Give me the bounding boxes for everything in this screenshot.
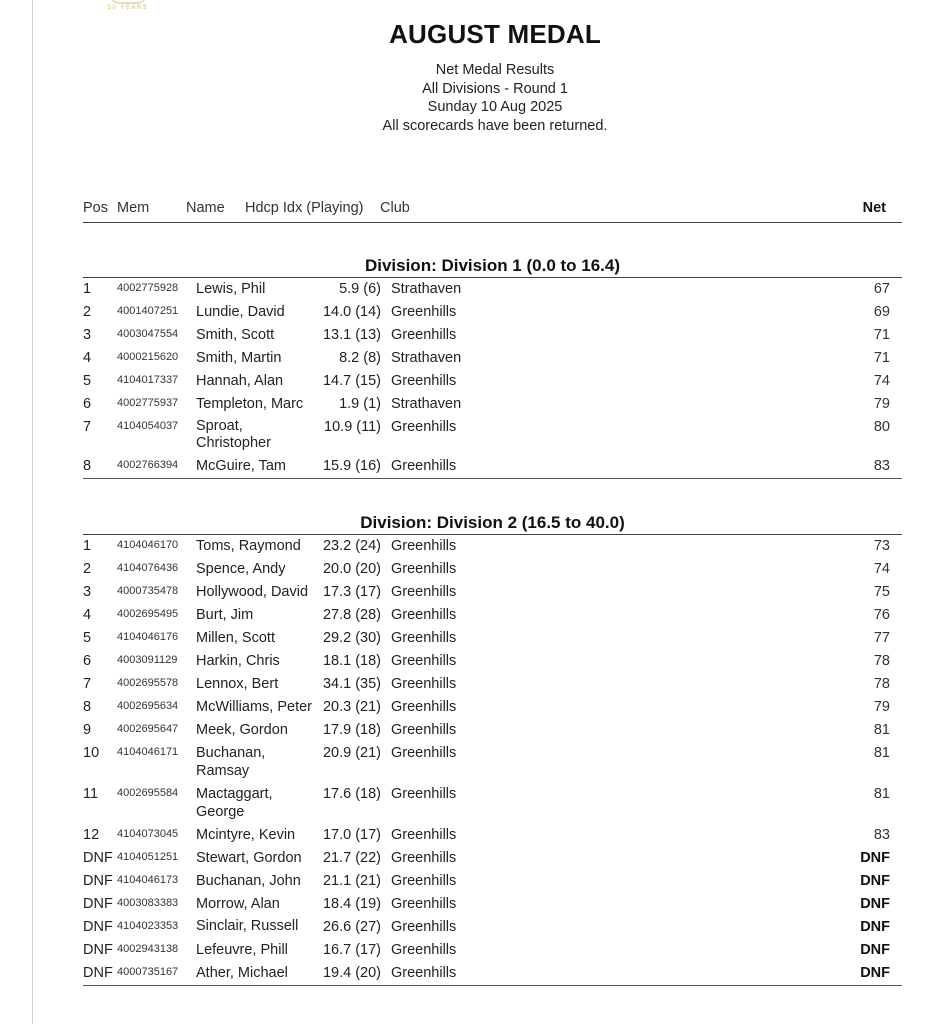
player-name-cell: Lewis, Phil xyxy=(196,281,266,297)
player-name-cell: Meek, Gordon xyxy=(196,722,288,738)
position-cell: 9 xyxy=(83,722,92,738)
net-score-cell: 77 xyxy=(873,630,890,646)
handicap-cell: 10.9 (11) xyxy=(324,419,381,435)
net-score-cell: 81 xyxy=(873,722,890,738)
net-score-cell: 78 xyxy=(873,653,890,669)
player-name-cell: Harkin, Chris xyxy=(196,653,280,669)
result-row xyxy=(83,324,902,347)
net-score-cell: DNF xyxy=(860,942,890,958)
net-score-cell: 75 xyxy=(873,584,890,600)
handicap-cell: 27.8 (28) xyxy=(322,607,381,623)
net-score-cell: DNF xyxy=(860,873,890,889)
player-name-cell: Smith, Martin xyxy=(196,350,282,366)
net-score-cell: 74 xyxy=(873,561,890,577)
member-number-cell: 4002695647 xyxy=(117,723,179,735)
net-score-cell: 81 xyxy=(873,745,890,761)
division-title: Division: Division 2 (16.5 to 40.0) xyxy=(83,512,902,535)
net-score-cell: 81 xyxy=(873,786,890,802)
position-cell: 12 xyxy=(83,827,100,843)
member-number-cell: 4104023353 xyxy=(117,920,179,932)
player-name-cell: Lundie, David xyxy=(196,304,285,320)
position-cell: 7 xyxy=(83,676,92,692)
club-cell: Greenhills xyxy=(391,873,457,889)
member-number-cell: 4002695634 xyxy=(117,700,179,712)
club-cell: Greenhills xyxy=(391,676,457,692)
report-subtitle: Net Medal Results xyxy=(435,62,555,78)
column-headers xyxy=(83,200,902,223)
handicap-cell: 20.0 (20) xyxy=(322,561,381,577)
result-row xyxy=(83,455,902,478)
result-row xyxy=(83,847,902,870)
player-name-cell: Millen, Scott xyxy=(196,630,275,646)
club-cell: Greenhills xyxy=(391,965,457,981)
result-row xyxy=(83,627,902,650)
player-name-cell: Burt, Jim xyxy=(196,607,254,623)
division-divider xyxy=(83,478,902,479)
handicap-cell: 23.2 (24) xyxy=(322,538,381,554)
results-table xyxy=(83,200,902,986)
club-cell: Greenhills xyxy=(391,722,457,738)
position-cell: DNF xyxy=(83,965,113,981)
handicap-cell: 26.6 (27) xyxy=(322,919,381,935)
handicap-cell: 17.9 (18) xyxy=(322,722,381,738)
club-cell: Greenhills xyxy=(391,745,457,761)
player-name-cell: Buchanan, Ramsay xyxy=(196,745,266,779)
result-row xyxy=(83,278,902,301)
club-cell: Greenhills xyxy=(391,458,457,474)
result-row xyxy=(83,393,902,416)
result-row xyxy=(83,696,902,719)
player-name-cell: Hannah, Alan xyxy=(196,373,284,389)
member-number-cell: 4002695578 xyxy=(117,677,179,689)
player-name-cell: McGuire, Tam xyxy=(196,458,286,474)
logo-text: 50 YEARS xyxy=(107,5,149,11)
member-number-cell: 4003091129 xyxy=(117,654,178,666)
club-cell: Greenhills xyxy=(391,699,457,715)
handicap-cell: 8.2 (8) xyxy=(339,350,381,366)
position-cell: 1 xyxy=(83,281,92,297)
net-score-cell: DNF xyxy=(860,850,890,866)
player-name-cell: Morrow, Alan xyxy=(196,896,280,912)
handicap-cell: 19.4 (20) xyxy=(322,965,381,981)
net-score-cell: 67 xyxy=(873,281,890,297)
player-name-cell: Lefeuvre, Phill xyxy=(196,942,288,958)
position-cell: 6 xyxy=(83,653,92,669)
position-cell: DNF xyxy=(83,896,113,912)
player-name-cell: Templeton, Marc xyxy=(196,396,304,412)
club-logo xyxy=(92,0,164,20)
position-cell: 6 xyxy=(83,396,92,412)
net-score-cell: 71 xyxy=(873,327,890,343)
member-number-cell: 4104046173 xyxy=(117,874,179,886)
result-row xyxy=(83,370,902,393)
position-cell: 2 xyxy=(83,561,92,577)
handicap-cell: 13.1 (13) xyxy=(322,327,381,343)
member-number-cell: 4002695584 xyxy=(117,787,179,799)
club-cell: Greenhills xyxy=(391,373,457,389)
position-cell: 3 xyxy=(83,327,92,343)
player-name-cell: Stewart, Gordon xyxy=(196,850,302,866)
result-row xyxy=(83,719,902,742)
net-score-cell: 78 xyxy=(873,676,890,692)
member-number-cell: 4104051251 xyxy=(117,851,179,863)
member-number-cell: 4104076436 xyxy=(117,562,179,574)
net-score-cell: DNF xyxy=(860,965,890,981)
club-cell: Greenhills xyxy=(391,419,457,435)
member-number-cell: 4000735478 xyxy=(117,585,179,597)
report-status: All scorecards have been returned. xyxy=(382,117,608,134)
net-score-cell: 76 xyxy=(873,607,890,623)
player-name-cell: Mcintyre, Kevin xyxy=(196,827,296,843)
position-cell: 5 xyxy=(83,630,92,646)
player-name-cell: Smith, Scott xyxy=(196,327,275,343)
report-title: AUGUST MEDAL xyxy=(389,19,601,49)
handicap-cell: 20.9 (21) xyxy=(322,745,381,761)
member-number-cell: 4000215620 xyxy=(117,351,179,363)
position-cell: 1 xyxy=(83,538,92,554)
player-name-cell: Sinclair, Russell xyxy=(196,918,299,934)
result-row xyxy=(83,893,902,916)
handicap-cell: 16.7 (17) xyxy=(322,942,381,958)
handicap-cell: 15.9 (16) xyxy=(322,458,381,474)
club-cell: Greenhills xyxy=(391,538,457,554)
handicap-cell: 17.6 (18) xyxy=(322,786,381,802)
division-section xyxy=(83,512,902,986)
club-cell: Greenhills xyxy=(391,304,457,320)
club-cell: Greenhills xyxy=(391,919,457,935)
club-cell: Strathaven xyxy=(391,281,462,297)
position-cell: 8 xyxy=(83,699,92,715)
club-cell: Greenhills xyxy=(391,786,457,802)
position-cell: DNF xyxy=(83,873,113,889)
club-cell: Greenhills xyxy=(391,850,457,866)
handicap-cell: 29.2 (30) xyxy=(322,630,381,646)
net-score-cell: 74 xyxy=(873,373,890,389)
position-cell: 5 xyxy=(83,373,92,389)
crest-icon xyxy=(108,0,148,4)
position-cell: 7 xyxy=(83,419,92,435)
club-cell: Strathaven xyxy=(391,350,462,366)
result-row xyxy=(83,916,902,939)
club-cell: Greenhills xyxy=(391,827,457,843)
player-name-cell: Sproat, Christopher xyxy=(196,418,271,451)
net-score-cell: 69 xyxy=(873,304,890,320)
report-header xyxy=(0,19,943,135)
result-row xyxy=(83,650,902,673)
position-cell: 10 xyxy=(83,745,100,761)
result-row xyxy=(83,347,902,370)
club-cell: Strathaven xyxy=(391,396,462,412)
report-date: Sunday 10 Aug 2025 xyxy=(427,99,563,115)
member-number-cell: 4003047554 xyxy=(117,328,179,340)
net-score-cell: DNF xyxy=(860,919,890,935)
member-number-cell: 4001407251 xyxy=(117,305,179,317)
report-round: All Divisions - Round 1 xyxy=(422,80,568,97)
club-cell: Greenhills xyxy=(391,327,457,343)
club-cell: Greenhills xyxy=(391,584,457,600)
page-left-margin xyxy=(0,0,33,1024)
net-score-cell: 79 xyxy=(873,699,890,715)
player-name-cell: Lennox, Bert xyxy=(196,676,279,692)
player-name-cell: Toms, Raymond xyxy=(196,538,301,554)
result-row xyxy=(83,939,902,962)
member-number-cell: 4104046170 xyxy=(117,539,179,551)
position-cell: DNF xyxy=(83,919,113,935)
position-cell: 11 xyxy=(83,786,99,802)
member-number-cell: 4002943138 xyxy=(117,943,179,955)
player-name-cell: Hollywood, David xyxy=(196,584,309,600)
result-row xyxy=(83,535,902,558)
player-name-cell: Buchanan, John xyxy=(196,873,301,889)
handicap-cell: 20.3 (21) xyxy=(322,699,381,715)
handicap-cell: 17.0 (17) xyxy=(322,827,381,843)
player-name-cell: McWilliams, Peter xyxy=(196,699,313,715)
member-number-cell: 4003083383 xyxy=(117,897,179,909)
handicap-cell: 21.1 (21) xyxy=(322,873,381,889)
division-section xyxy=(83,255,902,479)
club-cell: Greenhills xyxy=(391,630,457,646)
result-row xyxy=(83,301,902,324)
result-row xyxy=(83,742,902,783)
position-cell: DNF xyxy=(83,850,113,866)
col-hdcp: Hdcp Idx (Playing) xyxy=(245,200,364,216)
club-cell: Greenhills xyxy=(391,561,457,577)
net-score-cell: DNF xyxy=(860,896,890,912)
club-cell: Greenhills xyxy=(391,653,457,669)
player-name-cell: Spence, Andy xyxy=(196,561,286,577)
player-name-cell: Ather, Michael xyxy=(196,965,288,981)
handicap-cell: 5.9 (6) xyxy=(339,281,381,297)
handicap-cell: 18.1 (18) xyxy=(322,653,381,669)
player-name-cell: Mactaggart, George xyxy=(196,786,273,820)
col-mem: Mem xyxy=(117,200,150,216)
position-cell: 8 xyxy=(83,458,92,474)
net-score-cell: 71 xyxy=(873,350,890,366)
result-row xyxy=(83,604,902,627)
division-divider xyxy=(83,985,902,986)
member-number-cell: 4000735167 xyxy=(117,966,179,978)
net-score-cell: 79 xyxy=(873,396,890,412)
position-cell: 4 xyxy=(83,350,92,366)
col-pos: Pos xyxy=(83,200,108,216)
position-cell: DNF xyxy=(83,942,113,958)
position-cell: 3 xyxy=(83,584,92,600)
handicap-cell: 34.1 (35) xyxy=(322,676,381,692)
handicap-cell: 1.9 (1) xyxy=(339,396,381,412)
net-score-cell: 83 xyxy=(873,827,890,843)
handicap-cell: 14.7 (15) xyxy=(322,373,381,389)
result-row xyxy=(83,824,902,847)
col-club: Club xyxy=(380,200,410,216)
handicap-cell: 18.4 (19) xyxy=(322,896,381,912)
member-number-cell: 4002695495 xyxy=(117,608,179,620)
handicap-cell: 21.7 (22) xyxy=(322,850,381,866)
handicap-cell: 14.0 (14) xyxy=(322,304,381,320)
member-number-cell: 4002775928 xyxy=(117,282,179,294)
position-cell: 2 xyxy=(83,304,92,320)
division-title: Division: Division 1 (0.0 to 16.4) xyxy=(83,255,902,278)
member-number-cell: 4104017337 xyxy=(117,374,179,386)
col-net: Net xyxy=(862,200,886,216)
club-cell: Greenhills xyxy=(391,607,457,623)
col-name: Name xyxy=(186,200,225,216)
club-cell: Greenhills xyxy=(391,942,457,958)
member-number-cell: 4104054037 xyxy=(117,420,179,432)
net-score-cell: 80 xyxy=(873,419,890,435)
net-score-cell: 83 xyxy=(873,458,890,474)
net-score-cell: 73 xyxy=(873,538,890,554)
handicap-cell: 17.3 (17) xyxy=(322,584,381,600)
result-row xyxy=(83,558,902,581)
result-row xyxy=(83,581,902,604)
member-number-cell: 4104046176 xyxy=(117,631,179,643)
member-number-cell: 4104046171 xyxy=(117,746,179,758)
result-row xyxy=(83,870,902,893)
member-number-cell: 4002775937 xyxy=(117,397,179,409)
position-cell: 4 xyxy=(83,607,92,623)
result-row xyxy=(83,416,902,455)
result-row xyxy=(83,673,902,696)
member-number-cell: 4104073045 xyxy=(117,828,179,840)
member-number-cell: 4002766394 xyxy=(117,459,179,471)
club-cell: Greenhills xyxy=(391,896,457,912)
result-row xyxy=(83,783,902,824)
result-row xyxy=(83,962,902,985)
